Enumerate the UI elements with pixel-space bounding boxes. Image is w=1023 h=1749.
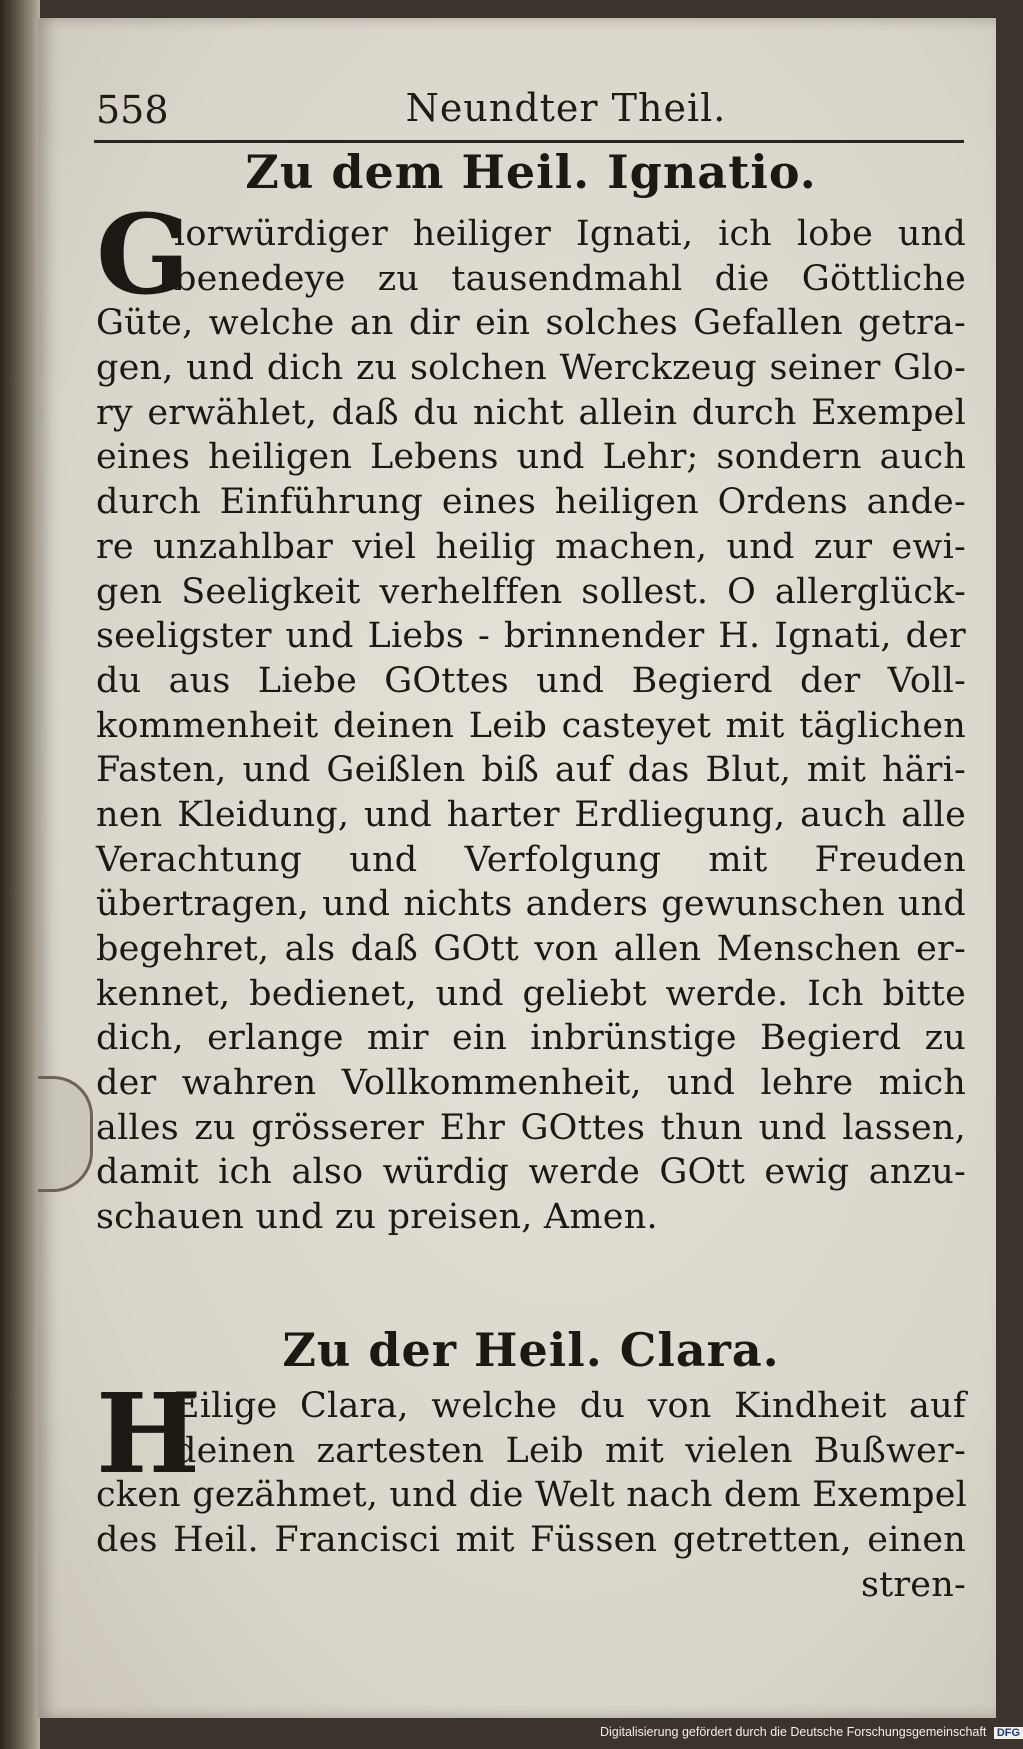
text-line: der wahren Vollkommenheit, und lehre mich xyxy=(96,1063,966,1104)
dfg-logo: DFG xyxy=(994,1727,1023,1739)
section-clara xyxy=(96,1320,966,1380)
digitization-credit xyxy=(600,1725,1021,1747)
text-line: benedeye zu tausendmahl die Göttliche xyxy=(174,258,966,299)
text-line: ry erwählet, daß du nicht allein durch Exempel xyxy=(96,392,966,433)
text-line: kommenheit deinen Leib casteyet mit täglichen xyxy=(96,705,966,746)
section-ignatio xyxy=(96,142,966,202)
text-line: deinen zartesten Leib mit vielen Bußwer- xyxy=(174,1430,966,1471)
text-line: Verachtung und Verfolgung mit Freuden xyxy=(96,839,966,880)
clara-prayer-text xyxy=(96,1369,968,1607)
text-line: gen Seeligkeit verhelffen sollest. O allerglück- xyxy=(96,571,966,612)
page-clasp-strap xyxy=(38,1076,93,1192)
text-line: des Heil. Francisci mit Füssen getretten, einen xyxy=(96,1520,966,1561)
text-line: damit ich also würdig werde GOtt ewig anzu- xyxy=(96,1152,966,1193)
page-header xyxy=(96,82,966,142)
text-line: begehret, als daß GOtt von allen Menschen er- xyxy=(96,929,966,969)
text-line: lorwürdiger heiliger Ignati, ich lobe und xyxy=(174,214,966,254)
book-edge xyxy=(0,0,40,1749)
page-number: 558 xyxy=(96,88,169,132)
catchword: stren- xyxy=(860,1564,966,1605)
section-heading-clara: Zu der Heil. Clara. xyxy=(282,1323,780,1377)
text-line: eines heiligen Lebens und Lehr; sondern auch xyxy=(96,437,966,478)
text-line: gen, und dich zu solchen Werckzeug seiner Glo- xyxy=(96,348,966,389)
text-line: alles zu grösserer Ehr GOttes thun und lassen, xyxy=(96,1107,966,1148)
text-line: Güte, welche an dir ein solches Gefallen getra- xyxy=(96,303,966,344)
text-line: Eilige Clara, welche du von Kindheit auf xyxy=(174,1386,966,1426)
text-line: übertragen, und nichts anders gewunschen und xyxy=(96,884,966,925)
text-line: kennet, bedienet, und geliebt werde. Ich bitte xyxy=(96,973,966,1014)
text-line: du aus Liebe GOttes und Begierd der Voll- xyxy=(96,660,966,701)
section-heading-ignatio: Zu dem Heil. Ignatio. xyxy=(245,145,817,199)
ignatio-prayer-text xyxy=(96,212,966,1240)
text-line: dich, erlange mir ein inbrünstige Begierd zu xyxy=(96,1018,966,1059)
text-line: cken gezähmet, und die Welt nach dem Exempel xyxy=(96,1475,968,1516)
text-line: durch Einführung eines heiligen Ordens ande- xyxy=(96,482,966,523)
text-line: nen Kleidung, und harter Erdliegung, auch alle xyxy=(96,794,966,835)
running-head: Neundter Theil. xyxy=(405,86,727,130)
text-line: schauen und zu preisen, Amen. xyxy=(96,1197,658,1238)
credit-text: Digitalisierung gefördert durch die Deutsche Forschungsgemeinschaft xyxy=(600,1725,987,1739)
drop-cap-h: H xyxy=(96,1369,200,1498)
text-line: seeligster und Liebs - brinnender H. Ignati, der xyxy=(96,616,966,657)
text-line: re unzahlbar viel heilig machen, und zur ewi- xyxy=(96,526,966,567)
drop-cap-g: G xyxy=(96,190,190,319)
text-line: Fasten, und Geißlen biß auf das Blut, mit häri- xyxy=(96,750,966,791)
